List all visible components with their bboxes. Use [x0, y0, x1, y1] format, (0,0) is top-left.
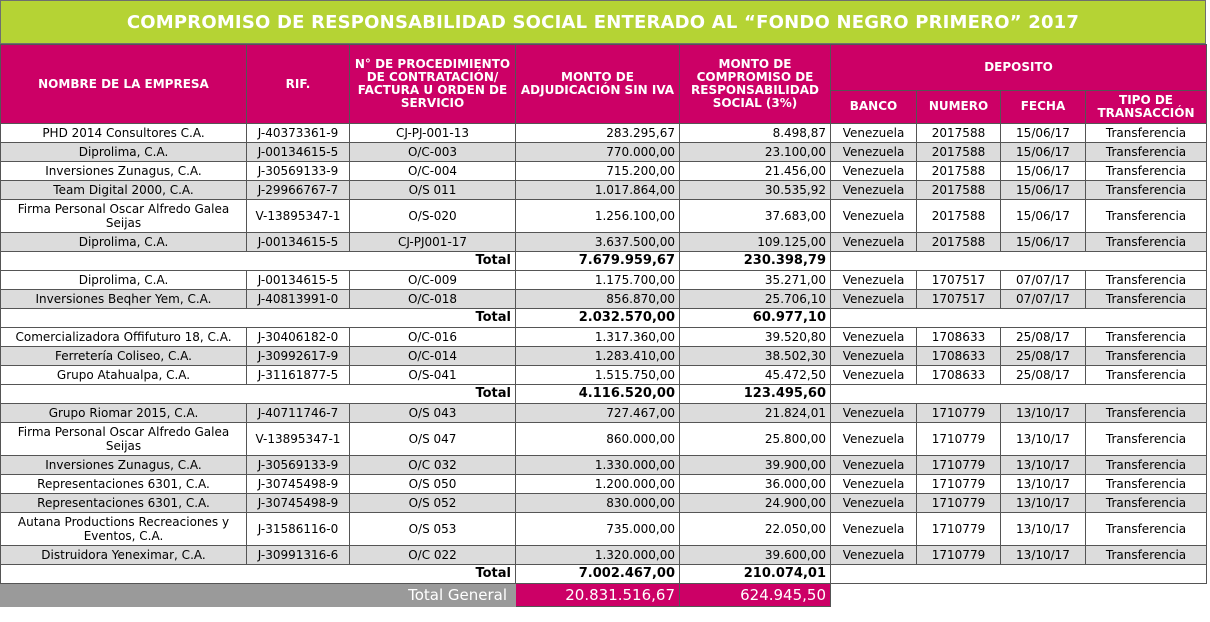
cell-empresa: Inversiones Zunagus, C.A. — [1, 456, 247, 475]
cell-rif: J-30992617-9 — [247, 347, 350, 366]
cell-numero: 2017588 — [917, 200, 1001, 233]
cell-banco: Venezuela — [831, 546, 917, 565]
grand-total-label: Total General — [1, 584, 516, 607]
grand-total-compromiso: 624.945,50 — [680, 584, 831, 607]
table-row — [1, 181, 1207, 200]
cell-rif: J-31161877-5 — [247, 366, 350, 385]
cell-tipo: Transferencia — [1086, 124, 1207, 143]
cell-banco: Venezuela — [831, 404, 917, 423]
table-row — [1, 290, 1207, 309]
cell-numero: 1707517 — [917, 271, 1001, 290]
cell-rif: V-13895347-1 — [247, 200, 350, 233]
cell-empresa: Team Digital 2000, C.A. — [1, 181, 247, 200]
cell-rif: J-30991316-6 — [247, 546, 350, 565]
cell-empresa: Diprolima, C.A. — [1, 233, 247, 252]
cell-rif: J-00134615-5 — [247, 143, 350, 162]
cell-compromiso: 39.520,80 — [680, 328, 831, 347]
cell-procedimiento: O/C-004 — [350, 162, 516, 181]
cell-fecha: 13/10/17 — [1001, 423, 1086, 456]
cell-fecha: 07/07/17 — [1001, 271, 1086, 290]
cell-compromiso: 24.900,00 — [680, 494, 831, 513]
cell-numero: 2017588 — [917, 233, 1001, 252]
cell-banco: Venezuela — [831, 290, 917, 309]
cell-empresa: Ferretería Coliseo, C.A. — [1, 347, 247, 366]
cell-numero: 2017588 — [917, 143, 1001, 162]
cell-procedimiento: O/C-014 — [350, 347, 516, 366]
cell-rif: J-40373361-9 — [247, 124, 350, 143]
cell-tipo: Transferencia — [1086, 475, 1207, 494]
cell-compromiso: 25.706,10 — [680, 290, 831, 309]
cell-fecha: 13/10/17 — [1001, 546, 1086, 565]
cell-numero: 1710779 — [917, 513, 1001, 546]
cell-monto: 1.200.000,00 — [516, 475, 680, 494]
cell-banco: Venezuela — [831, 181, 917, 200]
cell-fecha: 15/06/17 — [1001, 200, 1086, 233]
cell-banco: Venezuela — [831, 347, 917, 366]
cell-numero: 1710779 — [917, 475, 1001, 494]
cell-fecha: 25/08/17 — [1001, 328, 1086, 347]
cell-procedimiento: O/S 047 — [350, 423, 516, 456]
cell-rif: J-31586116-0 — [247, 513, 350, 546]
cell-monto: 770.000,00 — [516, 143, 680, 162]
cell-numero: 1708633 — [917, 366, 1001, 385]
cell-compromiso: 22.050,00 — [680, 513, 831, 546]
header-numero: NUMERO — [917, 90, 1001, 123]
table-row — [1, 404, 1207, 423]
cell-monto: 3.637.500,00 — [516, 233, 680, 252]
cell-tipo: Transferencia — [1086, 546, 1207, 565]
table-row — [1, 200, 1207, 233]
cell-procedimiento: O/S 052 — [350, 494, 516, 513]
cell-empresa: Inversiones Zunagus, C.A. — [1, 162, 247, 181]
cell-monto: 735.000,00 — [516, 513, 680, 546]
cell-rif: J-40813991-0 — [247, 290, 350, 309]
total-empty — [1, 309, 247, 328]
grand-total-row — [1, 584, 1207, 607]
group-total-row — [1, 309, 1207, 328]
cell-procedimiento: CJ-PJ-001-13 — [350, 124, 516, 143]
cell-procedimiento: O/C-009 — [350, 271, 516, 290]
header-rif: RIF. — [247, 45, 350, 124]
table-row — [1, 271, 1207, 290]
total-empty — [247, 565, 350, 584]
cell-tipo: Transferencia — [1086, 143, 1207, 162]
table-row — [1, 546, 1207, 565]
cell-monto: 860.000,00 — [516, 423, 680, 456]
cell-rif: J-00134615-5 — [247, 233, 350, 252]
cell-banco: Venezuela — [831, 423, 917, 456]
total-deposit-empty — [831, 252, 1207, 271]
total-monto: 7.679.959,67 — [516, 252, 680, 271]
total-deposit-empty — [831, 565, 1207, 584]
total-empty — [247, 309, 350, 328]
cell-tipo: Transferencia — [1086, 423, 1207, 456]
cell-banco: Venezuela — [831, 328, 917, 347]
cell-tipo: Transferencia — [1086, 328, 1207, 347]
cell-compromiso: 38.502,30 — [680, 347, 831, 366]
cell-fecha: 07/07/17 — [1001, 290, 1086, 309]
cell-fecha: 15/06/17 — [1001, 143, 1086, 162]
cell-banco: Venezuela — [831, 475, 917, 494]
cell-tipo: Transferencia — [1086, 162, 1207, 181]
header-deposito: DEPOSITO — [831, 45, 1207, 91]
cell-fecha: 25/08/17 — [1001, 347, 1086, 366]
cell-compromiso: 36.000,00 — [680, 475, 831, 494]
cell-fecha: 15/06/17 — [1001, 162, 1086, 181]
grand-total-monto: 20.831.516,67 — [516, 584, 680, 607]
cell-banco: Venezuela — [831, 366, 917, 385]
cell-banco: Venezuela — [831, 513, 917, 546]
cell-procedimiento: O/S-041 — [350, 366, 516, 385]
table-row — [1, 423, 1207, 456]
cell-rif: V-13895347-1 — [247, 423, 350, 456]
group-total-row — [1, 385, 1207, 404]
cell-numero: 2017588 — [917, 162, 1001, 181]
cell-monto: 830.000,00 — [516, 494, 680, 513]
cell-fecha: 15/06/17 — [1001, 233, 1086, 252]
cell-monto: 1.317.360,00 — [516, 328, 680, 347]
table-row — [1, 143, 1207, 162]
cell-numero: 2017588 — [917, 124, 1001, 143]
cell-fecha: 13/10/17 — [1001, 404, 1086, 423]
cell-empresa: Representaciones 6301, C.A. — [1, 475, 247, 494]
total-label: Total — [350, 565, 516, 584]
cell-fecha: 15/06/17 — [1001, 181, 1086, 200]
cell-banco: Venezuela — [831, 271, 917, 290]
group-total-row — [1, 252, 1207, 271]
cell-numero: 1707517 — [917, 290, 1001, 309]
cell-monto: 1.515.750,00 — [516, 366, 680, 385]
total-empty — [1, 565, 247, 584]
cell-empresa: Diprolima, C.A. — [1, 271, 247, 290]
total-compromiso: 123.495,60 — [680, 385, 831, 404]
cell-tipo: Transferencia — [1086, 494, 1207, 513]
cell-procedimiento: O/S 043 — [350, 404, 516, 423]
table-row — [1, 494, 1207, 513]
total-compromiso: 60.977,10 — [680, 309, 831, 328]
table-row — [1, 162, 1207, 181]
cell-monto: 1.017.864,00 — [516, 181, 680, 200]
cell-fecha: 13/10/17 — [1001, 475, 1086, 494]
table-row — [1, 233, 1207, 252]
cell-monto: 727.467,00 — [516, 404, 680, 423]
cell-monto: 1.283.410,00 — [516, 347, 680, 366]
cell-fecha: 13/10/17 — [1001, 513, 1086, 546]
cell-compromiso: 21.456,00 — [680, 162, 831, 181]
cell-tipo: Transferencia — [1086, 456, 1207, 475]
cell-rif: J-30569133-9 — [247, 162, 350, 181]
cell-procedimiento: O/S-020 — [350, 200, 516, 233]
total-empty — [1, 252, 247, 271]
total-label: Total — [350, 252, 516, 271]
cell-compromiso: 8.498,87 — [680, 124, 831, 143]
cell-numero: 1710779 — [917, 456, 1001, 475]
cell-tipo: Transferencia — [1086, 200, 1207, 233]
cell-empresa: Inversiones Beqher Yem, C.A. — [1, 290, 247, 309]
total-label: Total — [350, 309, 516, 328]
cell-numero: 1710779 — [917, 423, 1001, 456]
cell-empresa: Autana Productions Recreaciones y Eventos, C.A. — [1, 513, 247, 546]
grand-total-empty — [831, 584, 1207, 607]
cell-compromiso: 23.100,00 — [680, 143, 831, 162]
total-empty — [1, 385, 247, 404]
cell-empresa: Representaciones 6301, C.A. — [1, 494, 247, 513]
cell-banco: Venezuela — [831, 233, 917, 252]
cell-rif: J-30406182-0 — [247, 328, 350, 347]
cell-procedimiento: O/C-018 — [350, 290, 516, 309]
cell-procedimiento: O/S 050 — [350, 475, 516, 494]
cell-rif: J-30745498-9 — [247, 494, 350, 513]
cell-empresa: Comercializadora Offifuturo 18, C.A. — [1, 328, 247, 347]
cell-banco: Venezuela — [831, 143, 917, 162]
cell-tipo: Transferencia — [1086, 347, 1207, 366]
cell-tipo: Transferencia — [1086, 366, 1207, 385]
table-row — [1, 328, 1207, 347]
cell-empresa: Grupo Riomar 2015, C.A. — [1, 404, 247, 423]
header-tipo: TIPO DE TRANSACCIÓN — [1086, 90, 1207, 123]
cell-banco: Venezuela — [831, 162, 917, 181]
cell-compromiso: 37.683,00 — [680, 200, 831, 233]
commitments-table — [0, 44, 1207, 607]
header-compromiso: MONTO DE COMPROMISO DE RESPONSABILIDAD SOCIAL (3%) — [680, 45, 831, 124]
cell-procedimiento: O/C-016 — [350, 328, 516, 347]
cell-numero: 1710779 — [917, 546, 1001, 565]
total-monto: 4.116.520,00 — [516, 385, 680, 404]
table-row — [1, 366, 1207, 385]
cell-compromiso: 35.271,00 — [680, 271, 831, 290]
cell-compromiso: 30.535,92 — [680, 181, 831, 200]
group-total-row — [1, 565, 1207, 584]
header-row-1 — [1, 45, 1207, 91]
cell-rif: J-30745498-9 — [247, 475, 350, 494]
cell-tipo: Transferencia — [1086, 181, 1207, 200]
total-compromiso: 210.074,01 — [680, 565, 831, 584]
cell-compromiso: 21.824,01 — [680, 404, 831, 423]
cell-banco: Venezuela — [831, 124, 917, 143]
cell-fecha: 15/06/17 — [1001, 124, 1086, 143]
cell-rif: J-40711746-7 — [247, 404, 350, 423]
cell-empresa: Diprolima, C.A. — [1, 143, 247, 162]
cell-empresa: Distruidora Yeneximar, C.A. — [1, 546, 247, 565]
cell-numero: 1710779 — [917, 494, 1001, 513]
cell-rif: J-00134615-5 — [247, 271, 350, 290]
cell-fecha: 13/10/17 — [1001, 456, 1086, 475]
table-row — [1, 475, 1207, 494]
cell-monto: 1.175.700,00 — [516, 271, 680, 290]
cell-monto: 283.295,67 — [516, 124, 680, 143]
cell-empresa: PHD 2014 Consultores C.A. — [1, 124, 247, 143]
cell-banco: Venezuela — [831, 456, 917, 475]
cell-compromiso: 45.472,50 — [680, 366, 831, 385]
report-title: COMPROMISO DE RESPONSABILIDAD SOCIAL ENTERADO AL “FONDO NEGRO PRIMERO” 2017 — [0, 0, 1206, 44]
total-deposit-empty — [831, 385, 1207, 404]
header-banco: BANCO — [831, 90, 917, 123]
total-monto: 7.002.467,00 — [516, 565, 680, 584]
header-monto: MONTO DE ADJUDICACIÓN SIN IVA — [516, 45, 680, 124]
cell-tipo: Transferencia — [1086, 233, 1207, 252]
cell-monto: 856.870,00 — [516, 290, 680, 309]
cell-procedimiento: O/C-003 — [350, 143, 516, 162]
cell-compromiso: 39.600,00 — [680, 546, 831, 565]
table-row — [1, 456, 1207, 475]
cell-procedimiento: O/S 011 — [350, 181, 516, 200]
total-label: Total — [350, 385, 516, 404]
cell-numero: 1708633 — [917, 347, 1001, 366]
cell-fecha: 13/10/17 — [1001, 494, 1086, 513]
cell-monto: 1.256.100,00 — [516, 200, 680, 233]
cell-procedimiento: O/S 053 — [350, 513, 516, 546]
cell-tipo: Transferencia — [1086, 290, 1207, 309]
cell-tipo: Transferencia — [1086, 404, 1207, 423]
cell-rif: J-30569133-9 — [247, 456, 350, 475]
total-monto: 2.032.570,00 — [516, 309, 680, 328]
cell-tipo: Transferencia — [1086, 513, 1207, 546]
cell-rif: J-29966767-7 — [247, 181, 350, 200]
cell-tipo: Transferencia — [1086, 271, 1207, 290]
header-procedimiento: N° DE PROCEDIMIENTO DE CONTRATACIÓN/ FACTURA U ORDEN DE SERVICIO — [350, 45, 516, 124]
cell-procedimiento: O/C 032 — [350, 456, 516, 475]
cell-numero: 1708633 — [917, 328, 1001, 347]
header-empresa: NOMBRE DE LA EMPRESA — [1, 45, 247, 124]
cell-compromiso: 39.900,00 — [680, 456, 831, 475]
cell-monto: 715.200,00 — [516, 162, 680, 181]
cell-banco: Venezuela — [831, 494, 917, 513]
table-row — [1, 124, 1207, 143]
total-deposit-empty — [831, 309, 1207, 328]
cell-numero: 1710779 — [917, 404, 1001, 423]
total-empty — [247, 252, 350, 271]
table-row — [1, 347, 1207, 366]
cell-procedimiento: O/C 022 — [350, 546, 516, 565]
table-body — [1, 124, 1207, 607]
cell-empresa: Grupo Atahualpa, C.A. — [1, 366, 247, 385]
total-compromiso: 230.398,79 — [680, 252, 831, 271]
cell-empresa: Firma Personal Oscar Alfredo Galea Seijas — [1, 200, 247, 233]
table-row — [1, 513, 1207, 546]
cell-procedimiento: CJ-PJ001-17 — [350, 233, 516, 252]
header-fecha: FECHA — [1001, 90, 1086, 123]
cell-compromiso: 25.800,00 — [680, 423, 831, 456]
cell-banco: Venezuela — [831, 200, 917, 233]
cell-compromiso: 109.125,00 — [680, 233, 831, 252]
total-empty — [247, 385, 350, 404]
cell-empresa: Firma Personal Oscar Alfredo Galea Seijas — [1, 423, 247, 456]
cell-numero: 2017588 — [917, 181, 1001, 200]
cell-monto: 1.320.000,00 — [516, 546, 680, 565]
cell-monto: 1.330.000,00 — [516, 456, 680, 475]
cell-fecha: 25/08/17 — [1001, 366, 1086, 385]
